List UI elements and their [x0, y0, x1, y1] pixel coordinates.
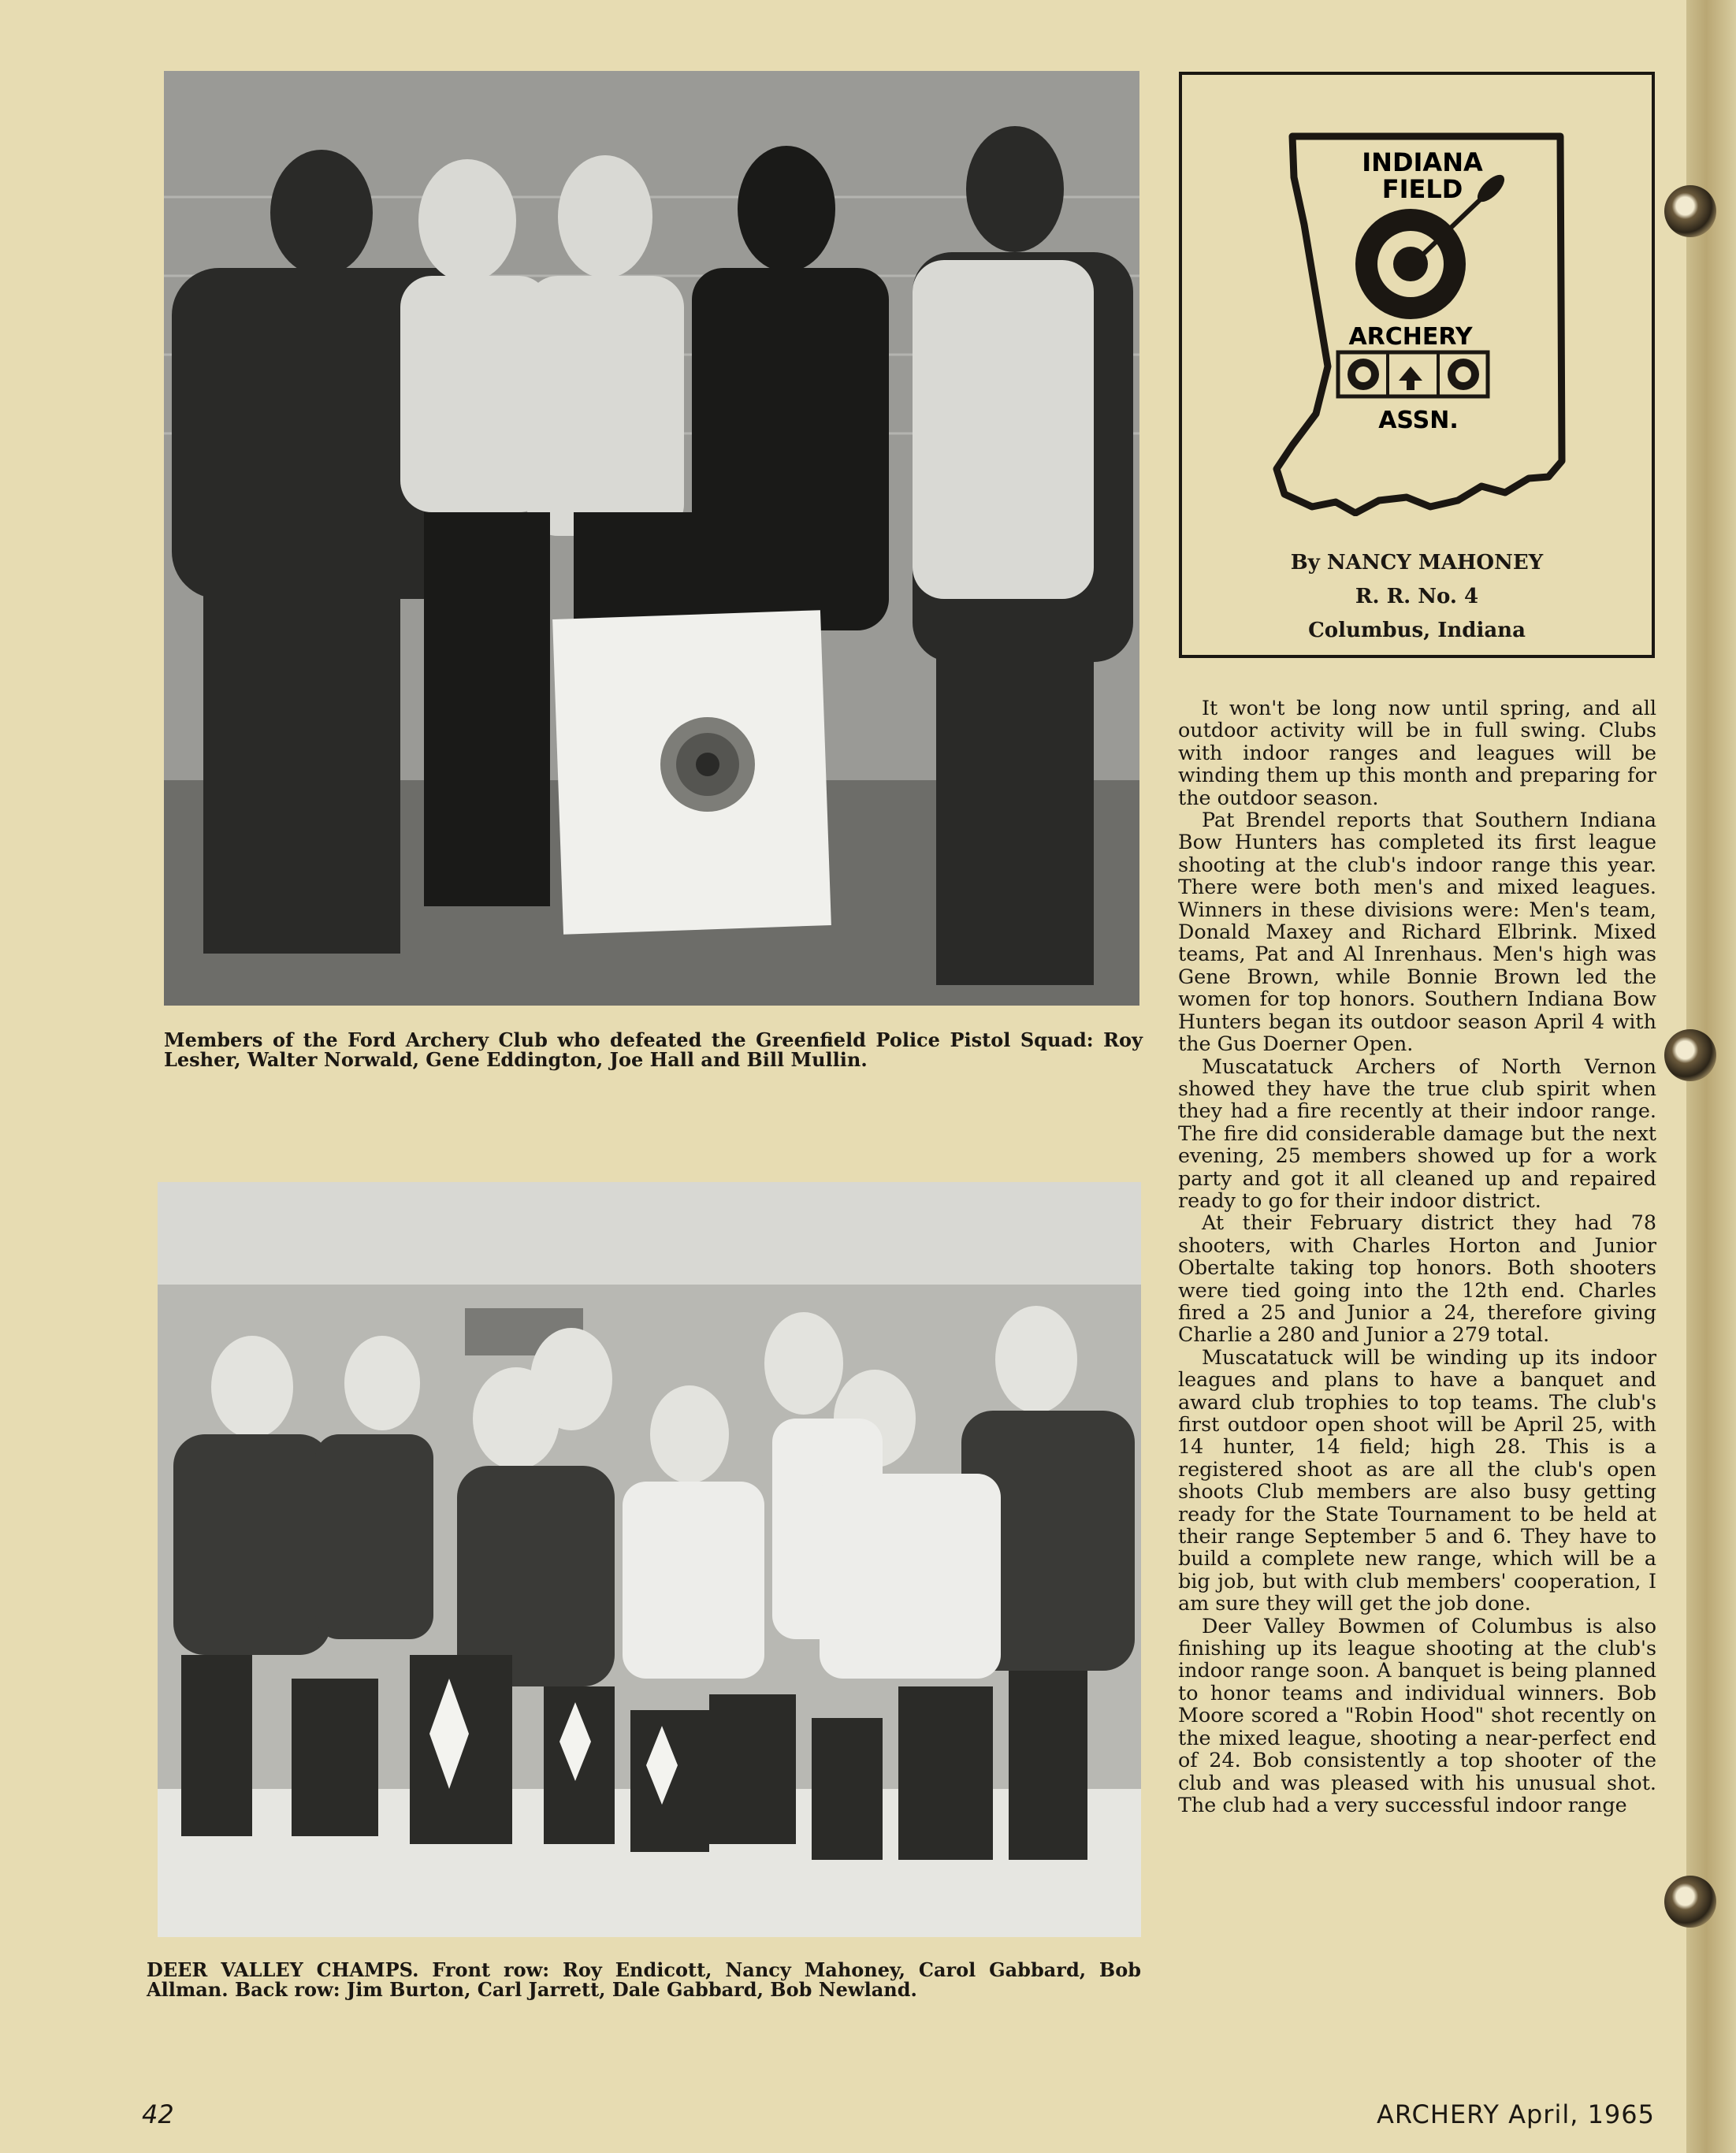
article-paragraph: Muscatatuck will be winding up its indoor leagues and plans to have a banquet and award club trophies to top teams. The club's first outdoor open shoot will be April 25, with 14 hunter, 14 field; high 28. This is a registered shoot as are all the club's open shoots Club members are also busy getting ready for the State Tournament to be held at their range September 5 and 6. They have to build a complete new range, which will be a big job, but with club members' cooperation, I am sure they will get the job done.: [1178, 1344, 1656, 1616]
byline-author: By NANCY MAHONEY: [1290, 551, 1544, 575]
article-paragraph: Muscatatuck Archers of North Vernon showed they have the true club spirit when they had a fire recently at their indoor range. The fire did considerable damage but the next evening, 25 members showed up for a work party and got it all cleaned up and repaired ready to go for their indoor district.: [1178, 1054, 1656, 1212]
caption-bottom-photo-text: DEER VALLEY CHAMPS. Front row: Roy Endicott, Nancy Mahoney, Carol Gabbard, Bob Allman. Back row: Jim Burton, Carl Jarrett, Dale Gabbard, Bob Newland.: [147, 1958, 1141, 2001]
archery-badges-icon: [1338, 352, 1488, 396]
logo-text-field: FIELD: [1381, 174, 1463, 204]
page-number: 42: [142, 2099, 174, 2129]
column-logo-box: [1179, 72, 1655, 658]
photo-deer-valley-champs: [158, 1182, 1141, 1937]
footer-masthead: ARCHERY April, 1965: [1377, 2099, 1655, 2129]
article-column: [1178, 697, 1656, 1816]
caption-top-photo-text: Members of the Ford Archery Club who defeated the Greenfield Police Pistol Squad: Roy Lesher, Walter Norwald, Gene Eddington, Joe Hall and Bill Mullin.: [164, 1028, 1143, 1071]
caption-bottom-photo: [147, 1960, 1141, 1999]
article-paragraph: At their February district they had 78 shooters, with Charles Horton and Junior Obertalte taking top honors. Both shooters were tied going into the 12th end. Charles fired a 25 and Junior a 24, therefore giving Charlie a 280 and Junior a 279 total.: [1178, 1210, 1656, 1347]
article-paragraph: It won't be long now until spring, and all outdoor activity will be in full swing. Clubs with indoor ranges and leagues will be winding them up this month and preparing for the outdoor season.: [1178, 696, 1656, 809]
binder-hole-bottom: [1664, 1876, 1716, 1928]
photo-archers-with-target: [164, 71, 1139, 1006]
logo-text-assn: ASSN.: [1378, 407, 1459, 434]
byline: [1182, 546, 1652, 648]
byline-city: Columbus, Indiana: [1308, 619, 1526, 642]
article-paragraph: Pat Brendel reports that Southern Indiana Bow Hunters has completed its first league shooting at the club's indoor range this year. There were both men's and mixed leagues. Winners in these divisions were: Men's team, Donald Maxey and Richard Elbrink. Mixed teams, Pat and Al Inrenhaus. Men's high was Gene Brown, while Bonnie Brown led the women for top honors. Southern Indiana Bow Hunters began its outdoor season April 4 with the Gus Doerner Open.: [1178, 808, 1656, 1056]
indiana-field-archery-logo: [1269, 130, 1568, 516]
caption-top-photo: [164, 1030, 1143, 1069]
article-paragraph: Deer Valley Bowmen of Columbus is also finishing up its league shooting at the club's indoor range soon. A banquet is being planned to honor teams and individual winners. Bob Moore scored a "Robin Hood" shot recently on the mixed league, shooting a near-perfect end of 24. Bob consistently a top shooter of the club and was pleased with his unusual shot. The club had a very successful indoor range: [1178, 1613, 1656, 1816]
binder-hole-middle: [1664, 1029, 1716, 1081]
logo-text-archery: ARCHERY: [1348, 323, 1473, 351]
binder-hole-top: [1664, 185, 1716, 237]
logo-text-indiana: INDIANA: [1362, 147, 1483, 177]
byline-address: R. R. No. 4: [1355, 585, 1479, 608]
